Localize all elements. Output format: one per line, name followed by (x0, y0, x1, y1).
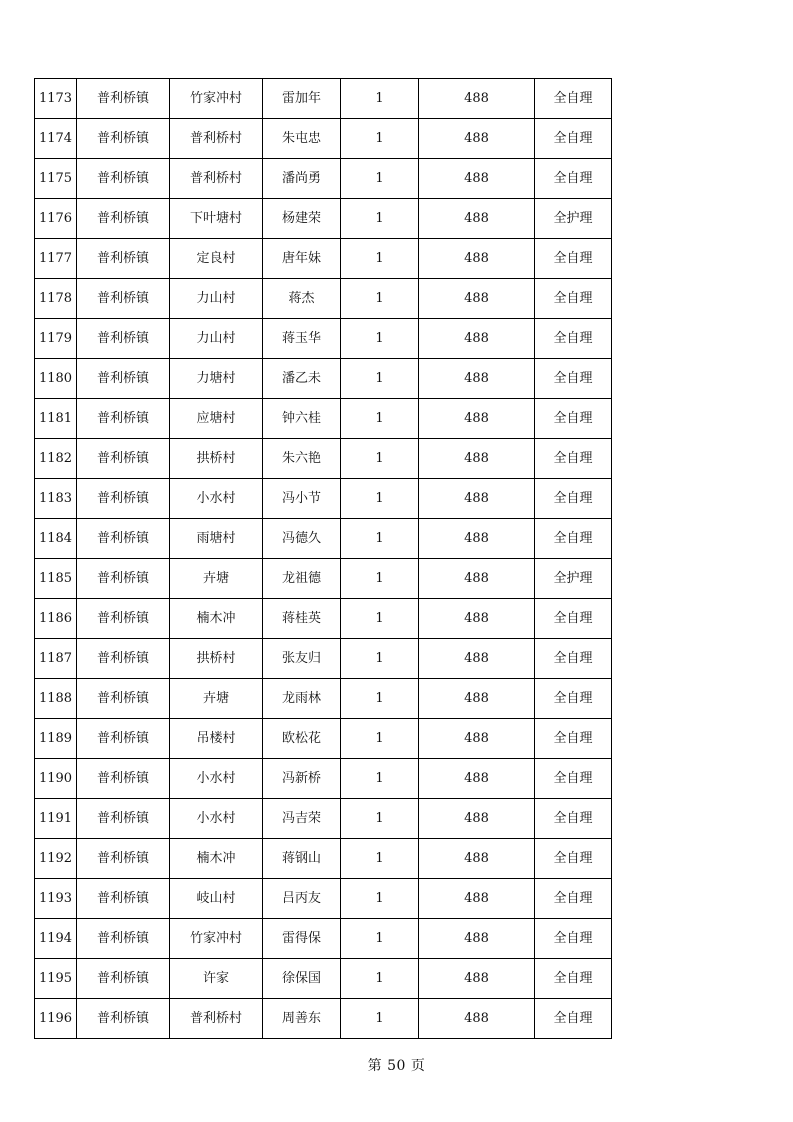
table-row (35, 879, 612, 919)
town-cell: 普利桥镇 (77, 639, 170, 679)
amount-cell: 488 (419, 639, 535, 679)
row-number-cell: 1181 (35, 399, 77, 439)
name-cell: 朱六艳 (263, 439, 341, 479)
count-cell: 1 (341, 599, 419, 639)
count-cell: 1 (341, 239, 419, 279)
village-cell: 楠木冲 (170, 839, 263, 879)
name-cell: 蒋玉华 (263, 319, 341, 359)
care-type-cell: 全自理 (535, 239, 612, 279)
town-cell: 普利桥镇 (77, 439, 170, 479)
care-type-cell: 全护理 (535, 559, 612, 599)
table-row (35, 959, 612, 999)
amount-cell: 488 (419, 799, 535, 839)
row-number-cell: 1173 (35, 79, 77, 119)
village-cell: 普利桥村 (170, 159, 263, 199)
care-type-cell: 全自理 (535, 519, 612, 559)
care-type-cell: 全自理 (535, 439, 612, 479)
village-cell: 应塘村 (170, 399, 263, 439)
name-cell: 龙雨林 (263, 679, 341, 719)
village-cell: 卉塘 (170, 679, 263, 719)
row-number-cell: 1180 (35, 359, 77, 399)
town-cell: 普利桥镇 (77, 759, 170, 799)
table-row (35, 439, 612, 479)
table-row (35, 919, 612, 959)
amount-cell: 488 (419, 159, 535, 199)
name-cell: 唐年妹 (263, 239, 341, 279)
row-number-cell: 1183 (35, 479, 77, 519)
name-cell: 雷加年 (263, 79, 341, 119)
count-cell: 1 (341, 119, 419, 159)
table-row (35, 119, 612, 159)
table-row (35, 159, 612, 199)
care-type-cell: 全自理 (535, 599, 612, 639)
town-cell: 普利桥镇 (77, 839, 170, 879)
amount-cell: 488 (419, 399, 535, 439)
count-cell: 1 (341, 879, 419, 919)
count-cell: 1 (341, 519, 419, 559)
town-cell: 普利桥镇 (77, 159, 170, 199)
count-cell: 1 (341, 919, 419, 959)
count-cell: 1 (341, 799, 419, 839)
village-cell: 小水村 (170, 479, 263, 519)
amount-cell: 488 (419, 239, 535, 279)
amount-cell: 488 (419, 839, 535, 879)
village-cell: 岐山村 (170, 879, 263, 919)
name-cell: 蒋杰 (263, 279, 341, 319)
village-cell: 小水村 (170, 759, 263, 799)
count-cell: 1 (341, 199, 419, 239)
count-cell: 1 (341, 279, 419, 319)
care-type-cell: 全自理 (535, 719, 612, 759)
table-row (35, 559, 612, 599)
row-number-cell: 1193 (35, 879, 77, 919)
row-number-cell: 1194 (35, 919, 77, 959)
care-type-cell: 全自理 (535, 919, 612, 959)
village-cell: 力山村 (170, 319, 263, 359)
care-type-cell: 全自理 (535, 839, 612, 879)
care-type-cell: 全自理 (535, 79, 612, 119)
row-number-cell: 1188 (35, 679, 77, 719)
town-cell: 普利桥镇 (77, 119, 170, 159)
count-cell: 1 (341, 399, 419, 439)
amount-cell: 488 (419, 879, 535, 919)
village-cell: 竹家冲村 (170, 919, 263, 959)
care-type-cell: 全自理 (535, 479, 612, 519)
town-cell: 普利桥镇 (77, 599, 170, 639)
village-cell: 许家 (170, 959, 263, 999)
care-type-cell: 全自理 (535, 879, 612, 919)
amount-cell: 488 (419, 759, 535, 799)
care-type-cell: 全自理 (535, 759, 612, 799)
name-cell: 钟六桂 (263, 399, 341, 439)
count-cell: 1 (341, 359, 419, 399)
name-cell: 欧松花 (263, 719, 341, 759)
row-number-cell: 1195 (35, 959, 77, 999)
roster-table-body (35, 79, 612, 1039)
amount-cell: 488 (419, 559, 535, 599)
village-cell: 拱桥村 (170, 639, 263, 679)
care-type-cell: 全自理 (535, 319, 612, 359)
roster-table (34, 78, 612, 1039)
village-cell: 雨塘村 (170, 519, 263, 559)
care-type-cell: 全自理 (535, 639, 612, 679)
amount-cell: 488 (419, 199, 535, 239)
name-cell: 潘尚勇 (263, 159, 341, 199)
row-number-cell: 1186 (35, 599, 77, 639)
care-type-cell: 全自理 (535, 359, 612, 399)
table-row (35, 199, 612, 239)
page-number: 第 50 页 (367, 1058, 426, 1074)
row-number-cell: 1184 (35, 519, 77, 559)
table-row (35, 799, 612, 839)
row-number-cell: 1175 (35, 159, 77, 199)
row-number-cell: 1192 (35, 839, 77, 879)
table-row (35, 239, 612, 279)
village-cell: 竹家冲村 (170, 79, 263, 119)
village-cell: 小水村 (170, 799, 263, 839)
row-number-cell: 1185 (35, 559, 77, 599)
row-number-cell: 1177 (35, 239, 77, 279)
amount-cell: 488 (419, 519, 535, 559)
town-cell: 普利桥镇 (77, 519, 170, 559)
amount-cell: 488 (419, 719, 535, 759)
care-type-cell: 全自理 (535, 159, 612, 199)
row-number-cell: 1182 (35, 439, 77, 479)
care-type-cell: 全自理 (535, 999, 612, 1039)
town-cell: 普利桥镇 (77, 999, 170, 1039)
amount-cell: 488 (419, 959, 535, 999)
town-cell: 普利桥镇 (77, 919, 170, 959)
table-row (35, 319, 612, 359)
name-cell: 吕丙友 (263, 879, 341, 919)
village-cell: 定良村 (170, 239, 263, 279)
name-cell: 周善东 (263, 999, 341, 1039)
row-number-cell: 1190 (35, 759, 77, 799)
care-type-cell: 全自理 (535, 399, 612, 439)
count-cell: 1 (341, 759, 419, 799)
town-cell: 普利桥镇 (77, 959, 170, 999)
row-number-cell: 1179 (35, 319, 77, 359)
count-cell: 1 (341, 639, 419, 679)
amount-cell: 488 (419, 279, 535, 319)
amount-cell: 488 (419, 119, 535, 159)
town-cell: 普利桥镇 (77, 359, 170, 399)
table-row (35, 479, 612, 519)
amount-cell: 488 (419, 599, 535, 639)
count-cell: 1 (341, 959, 419, 999)
name-cell: 朱屯忠 (263, 119, 341, 159)
count-cell: 1 (341, 999, 419, 1039)
count-cell: 1 (341, 319, 419, 359)
name-cell: 蒋桂英 (263, 599, 341, 639)
amount-cell: 488 (419, 919, 535, 959)
care-type-cell: 全自理 (535, 799, 612, 839)
amount-cell: 488 (419, 359, 535, 399)
table-row (35, 839, 612, 879)
table-row (35, 679, 612, 719)
village-cell: 普利桥村 (170, 999, 263, 1039)
count-cell: 1 (341, 159, 419, 199)
amount-cell: 488 (419, 79, 535, 119)
town-cell: 普利桥镇 (77, 399, 170, 439)
town-cell: 普利桥镇 (77, 559, 170, 599)
count-cell: 1 (341, 559, 419, 599)
table-row (35, 719, 612, 759)
amount-cell: 488 (419, 319, 535, 359)
name-cell: 徐保国 (263, 959, 341, 999)
table-row (35, 279, 612, 319)
row-number-cell: 1196 (35, 999, 77, 1039)
amount-cell: 488 (419, 999, 535, 1039)
name-cell: 冯小节 (263, 479, 341, 519)
care-type-cell: 全自理 (535, 119, 612, 159)
village-cell: 吊楼村 (170, 719, 263, 759)
village-cell: 楠木冲 (170, 599, 263, 639)
count-cell: 1 (341, 679, 419, 719)
table-row (35, 599, 612, 639)
name-cell: 潘乙未 (263, 359, 341, 399)
town-cell: 普利桥镇 (77, 719, 170, 759)
table-row (35, 999, 612, 1039)
town-cell: 普利桥镇 (77, 319, 170, 359)
row-number-cell: 1187 (35, 639, 77, 679)
row-number-cell: 1176 (35, 199, 77, 239)
village-cell: 拱桥村 (170, 439, 263, 479)
village-cell: 力塘村 (170, 359, 263, 399)
town-cell: 普利桥镇 (77, 279, 170, 319)
row-number-cell: 1189 (35, 719, 77, 759)
count-cell: 1 (341, 719, 419, 759)
town-cell: 普利桥镇 (77, 879, 170, 919)
town-cell: 普利桥镇 (77, 679, 170, 719)
village-cell: 卉塘 (170, 559, 263, 599)
town-cell: 普利桥镇 (77, 199, 170, 239)
amount-cell: 488 (419, 479, 535, 519)
amount-cell: 488 (419, 439, 535, 479)
name-cell: 雷得保 (263, 919, 341, 959)
care-type-cell: 全护理 (535, 199, 612, 239)
town-cell: 普利桥镇 (77, 479, 170, 519)
table-row (35, 79, 612, 119)
village-cell: 普利桥村 (170, 119, 263, 159)
name-cell: 冯新桥 (263, 759, 341, 799)
name-cell: 杨建荣 (263, 199, 341, 239)
town-cell: 普利桥镇 (77, 799, 170, 839)
care-type-cell: 全自理 (535, 679, 612, 719)
count-cell: 1 (341, 79, 419, 119)
town-cell: 普利桥镇 (77, 239, 170, 279)
name-cell: 冯吉荣 (263, 799, 341, 839)
table-row (35, 639, 612, 679)
row-number-cell: 1191 (35, 799, 77, 839)
care-type-cell: 全自理 (535, 959, 612, 999)
count-cell: 1 (341, 839, 419, 879)
village-cell: 力山村 (170, 279, 263, 319)
table-row (35, 359, 612, 399)
name-cell: 冯德久 (263, 519, 341, 559)
row-number-cell: 1178 (35, 279, 77, 319)
care-type-cell: 全自理 (535, 279, 612, 319)
name-cell: 龙祖德 (263, 559, 341, 599)
row-number-cell: 1174 (35, 119, 77, 159)
table-row (35, 759, 612, 799)
village-cell: 下叶塘村 (170, 199, 263, 239)
count-cell: 1 (341, 439, 419, 479)
count-cell: 1 (341, 479, 419, 519)
table-row (35, 399, 612, 439)
town-cell: 普利桥镇 (77, 79, 170, 119)
name-cell: 张友归 (263, 639, 341, 679)
table-row (35, 519, 612, 559)
name-cell: 蒋钢山 (263, 839, 341, 879)
amount-cell: 488 (419, 679, 535, 719)
